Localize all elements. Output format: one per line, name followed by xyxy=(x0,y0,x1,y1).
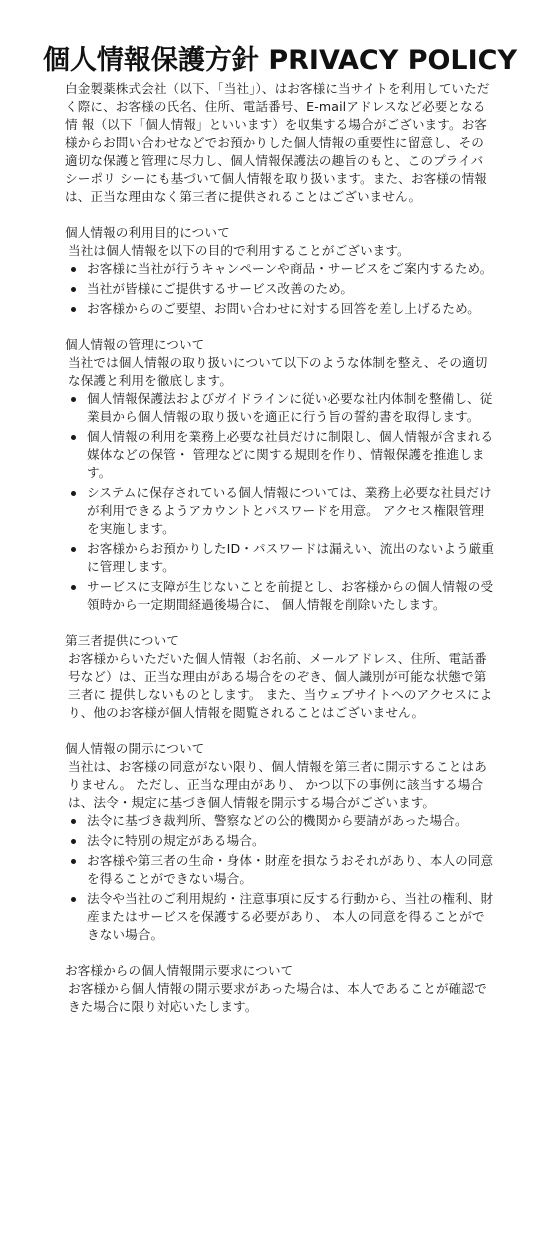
section-disclosure-request xyxy=(65,962,495,1016)
bullet-list xyxy=(65,390,495,614)
list-item: 個人情報保護法およびガイドラインに従い必要な社内体制を整備し、従業員から個人情報の取り扱いを適正に行う旨の誓約書を取得します。 xyxy=(65,390,495,426)
section-purpose xyxy=(65,224,495,318)
page-title: 個人情報保護方針 PRIVACY POLICY xyxy=(42,45,518,77)
section-third-party xyxy=(65,632,495,722)
list-item: お客様や第三者の生命・身体・財産を損なうおそれがあり、本人の同意を得ることができない場合。 xyxy=(65,852,495,888)
bullet-list xyxy=(65,812,495,944)
list-item: システムに保存されている個人情報については、業務上必要な社員だけが利用できるようアカウントとパスワードを用意。 アクセス権限管理を実施します。 xyxy=(65,484,495,538)
bullet-list xyxy=(65,260,495,318)
section-heading: 個人情報の利用目的について xyxy=(65,225,230,240)
list-item: サービスに支障が生じないことを前提とし、お客様からの個人情報の受領時から一定期間経過後場合に、 個人情報を削除いたします。 xyxy=(65,578,495,614)
section-body: 当社は個人情報を以下の目的で利用することがございます。 xyxy=(68,243,410,258)
section-heading: 個人情報の管理について xyxy=(65,337,205,352)
list-item: 当社が皆様にご提供するサービス改善のため。 xyxy=(65,280,495,298)
list-item: 法令に基づき裁判所、警察などの公的機関から要請があった場合。 xyxy=(65,812,495,830)
list-item: お客様からお預かりしたID・パスワードは漏えい、流出のないよう厳重に管理します。 xyxy=(65,540,495,576)
intro-paragraph: 白金製薬株式会社（以下、「当社」）、はお客様に当サイトを利用していただく際に、お客様の氏名、住所、電話番号、E-mailアドレスなど必要となる情 報（以下「個人情報」といいます）を収集する場合がございます。お客様からお問い合わせなどでお預かりした個人情報の重要性に留意し、その適切な保護と管理に尽力し、個人情報保護法の趣旨のもと、このプライバシーポリ シーにも基づいて個人情報を取り扱います。また、お客様の情報は、正当な理由なく第三者に提供されることはございません。 xyxy=(65,81,490,204)
list-item: 法令や当社のご利用規約・注意事項に反する行動から、当社の権利、財産またはサービスを保護する必要があり、 本人の同意を得ることができない場合。 xyxy=(65,890,495,944)
section-heading: お客様からの個人情報開示要求について xyxy=(65,963,294,978)
section-heading: 第三者提供について xyxy=(65,633,179,648)
list-item: 個人情報の利用を業務上必要な社員だけに制限し、個人情報が含まれる媒体などの保管・ 管理などに関する規則を作り、情報保護を推進します。 xyxy=(65,428,495,482)
section-disclosure xyxy=(65,740,495,944)
section-body: お客様から個人情報の開示要求があった場合は、本人であることが確認できた場合に限り対応いたします。 xyxy=(68,981,487,1014)
section-heading: 個人情報の開示について xyxy=(65,741,205,756)
list-item: お客様に当社が行うキャンペーンや商品・サービスをご案内するため。 xyxy=(65,260,495,278)
section-body: 当社は、お客様の同意がない限り、個人情報を第三者に開示することはありません。 ただし、正当な理由があり、 かつ以下の事例に該当する場合は、法令・規定に基づき個人情報を開示する場合がございます。 xyxy=(68,759,487,810)
section-body: お客様からいただいた個人情報（お名前、メールアドレス、住所、電話番号など）は、正当な理由がある場合をのぞき、個人識別が可能な状態で第三者に 提供しないものとします。 また、当ウェブサイトへのアクセスにより、他のお客様が個人情報を閲覧されることはございません。 xyxy=(68,651,493,720)
policy-content xyxy=(65,80,495,1016)
section-management xyxy=(65,336,495,614)
list-item: 法令に特別の規定がある場合。 xyxy=(65,832,495,850)
section-body: 当社では個人情報の取り扱いについて以下のような体制を整え、その適切な保護と利用を徹底します。 xyxy=(68,355,488,388)
list-item: お客様からのご要望、お問い合わせに対する回答を差し上げるため。 xyxy=(65,300,495,318)
